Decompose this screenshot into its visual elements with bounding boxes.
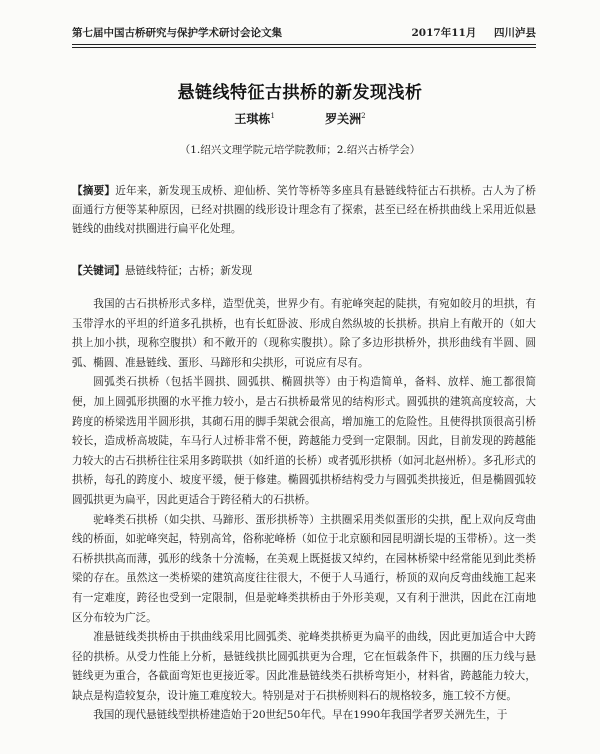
author-2 — [325, 112, 365, 126]
header-place: 四川泸县 — [494, 27, 536, 39]
author-2-name: 罗关洲 — [325, 112, 362, 126]
header-date: 2017年11月 — [411, 27, 477, 39]
header-rule — [72, 44, 536, 48]
author-2-sup: 2 — [361, 112, 366, 120]
keywords-text: 悬链线特征；古桥；新发现 — [124, 265, 253, 277]
author-1-name: 王琪栋 — [234, 112, 271, 126]
running-header — [72, 25, 536, 43]
abstract-text: 近年来，新发现玉成桥、迎仙桥、笑竹等桥等多座具有悬链线特征古石拱桥。古人为了桥面通行方便等某种原因，已经对拱圈的线形设计理念有了探索，甚至已经在桥拱曲线上采用近似悬链线的曲线对拱圈进行扁平化处理。 — [72, 185, 537, 235]
header-proceedings-title: 第七届中国古桥研究与保护学术研讨会论文集 — [72, 27, 282, 39]
header-meta — [398, 25, 537, 40]
paper-title: 悬链线特征古拱桥的新发现浅析 — [177, 83, 423, 103]
paragraph: 准悬链线类拱桥由于拱曲线采用比圆弧类、驼峰类拱桥更为扁平的曲线，因此更加适合中大跨径的拱桥。从受力性能上分析，悬链线拱比圆弧拱更为合理，它在恒载条件下，拱圈的压力线与悬链线更为重合，各截面弯矩也更接近零。因此准悬链线类石拱桥弯矩小，材料省，跨越能力较大，缺点是构造较复杂，设计施工难度较大。特别是对于石拱桥则料石的规格较多，施工较不方便。 — [72, 631, 536, 702]
body-text — [72, 295, 536, 726]
author-line — [0, 110, 600, 127]
keywords-label: 【关键词】 — [72, 265, 125, 277]
abstract — [72, 182, 536, 239]
affiliation: （1.绍兴文理学院元培学院教师；2.绍兴古桥学会） — [179, 144, 421, 156]
paragraph: 我国的古石拱桥形式多样，造型优美，世界少有。有驼峰突起的陡拱，有宛如皎月的坦拱，有玉带浮水的平坦的纤道多孔拱桥，也有长虹卧波、形成自然纵坡的长拱桥。拱肩上有敞开的（如大拱上加小拱，现称空腹拱）和不敞开的（现称实腹拱）。除了多边形拱桥外，拱形曲线有半圆、圆弧、椭圆、准悬链线、蛋形、马蹄形和尖拱形，可说应有尽有。 — [72, 298, 536, 369]
paragraph: 驼峰类石拱桥（如尖拱、马蹄形、蛋形拱桥等）主拱圈采用类似蛋形的尖拱，配上双向反弯曲线的桥面，如驼峰突起，特别高耸，俗称驼峰桥（如位于北京颐和园昆明湖长堤的玉带桥）。这一类石桥拱拱高而薄，弧形的线条十分流畅，在美观上既挺拔又绰约，在园林桥梁中经常能见到此类桥梁的存在。虽然这一类桥梁的建筑高度往往很大，不便于人马通行，桥顶的双向反弯曲线施工起来有一定难度，跨径也受到一定限制，但是驼峰类拱桥由于外形美观，又有利于泄洪，因此在江南地区分布较为广泛。 — [72, 513, 536, 624]
keywords — [72, 262, 536, 281]
abstract-label: 【摘要】 — [72, 185, 116, 197]
paragraph: 我国的现代悬链线型拱桥建造始于20世纪50年代。早在1990年我国学者罗关洲先生，于 — [93, 709, 508, 722]
paragraph: 圆弧类石拱桥（包括半圆拱、圆弧拱、椭圆拱等）由于构造简单，备料、放样、施工都很简便，加上圆弧形拱圈的水平推力较小，是古石拱桥最常见的结构形式。圆弧拱的建筑高度较高，大跨度的桥梁选用半圆形拱，其砌石用的脚手架就会很高，增加施工的危险性。且使得拱顶很高引桥较长，造成桥高坡陡，车马行人过桥非常不便，跨越能力受到一定限制。因此，目前发现的跨越能力较大的古石拱桥往往采用多跨联拱（如纤道的长桥）或者弧形拱桥（如河北赵州桥）。多孔形式的拱桥，每孔的跨度小、坡度平缓，便于修建。椭圆弧拱桥结构受力与圆弧类拱接近，但是椭圆弧较圆弧拱更为扁平，因此更适合于跨径稍大的石拱桥。 — [72, 376, 536, 506]
author-1 — [234, 112, 274, 126]
author-1-sup: 1 — [270, 112, 275, 120]
